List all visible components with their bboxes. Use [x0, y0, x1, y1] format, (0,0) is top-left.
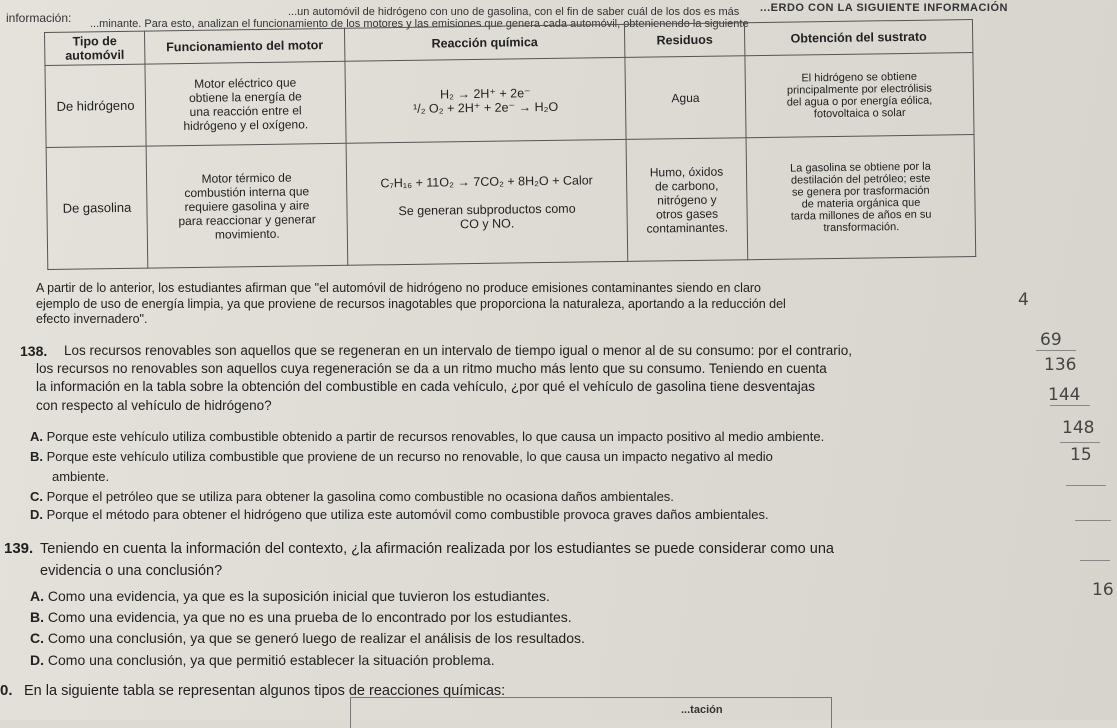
- q140-text: En la siguiente tabla se representan algunos tipos de reacciones químicas:: [24, 683, 506, 699]
- margin-rule: [1080, 560, 1110, 561]
- option-letter: D.: [30, 507, 43, 522]
- cell-residue: Humo, óxidos de carbono, nitrógeno y otros gases contaminantes.: [626, 138, 748, 262]
- context-line-3: efecto invernadero".: [36, 312, 148, 326]
- table-header: Residuos: [624, 23, 744, 58]
- cell-motor: Motor térmico de combustión interna que requiere gasolina y aire para reaccionar y generar movimiento.: [146, 143, 348, 268]
- option-letter: A.: [30, 588, 44, 604]
- option-text: Como una conclusión, ya que se generó luego de realizar el análisis de los resultados.: [47, 630, 585, 646]
- q139-line-2: evidencia o una conclusión?: [40, 563, 223, 579]
- q138-number: 138.: [20, 343, 48, 359]
- q138-option-c[interactable]: [30, 488, 674, 505]
- q138-option-b-cont: ambiente.: [52, 469, 110, 484]
- cell-source: El hidrógeno se obtiene principalmente por electrólisis del agua o por energía eólica, fotovoltaica o solar: [745, 53, 974, 138]
- next-table-edge: [350, 697, 832, 728]
- q138-option-a[interactable]: [30, 428, 824, 445]
- q140-number: 0.: [0, 682, 13, 699]
- header-line2: ...minante. Para esto, analizan el funcionamiento de los motores y las emisiones que genera cada automóvil, obtenienendo la siguiente: [90, 18, 749, 30]
- option-text: Porque este vehículo utiliza combustible que proviene de un recurso no renovable, lo que causa un impacto negativo al medio: [46, 449, 773, 464]
- table-header: Funcionamiento del motor: [144, 28, 344, 64]
- table-row: [45, 53, 974, 148]
- option-letter: D.: [30, 652, 44, 668]
- q139-option-c[interactable]: [30, 630, 585, 647]
- q138-option-b[interactable]: [30, 448, 773, 465]
- cell-motor: Motor eléctrico que obtiene la energía de una reacción entre el hidrógeno y el oxígeno.: [145, 61, 346, 146]
- cell-source: La gasolina se obtiene por la destilación del petróleo; este se genera por trasformación de materia orgánica que tarda millones de años en su transformación.: [746, 135, 976, 260]
- margin-note: 4: [1018, 290, 1029, 310]
- table-row: [46, 135, 976, 270]
- q139-option-d[interactable]: [30, 652, 495, 669]
- cell-reaction: H₂ → 2H⁺ + 2e⁻ ¹/₂ O₂ + 2H⁺ + 2e⁻ → H₂O: [345, 57, 626, 143]
- context-line-2: ejemplo de uso de energía limpia, ya que proviene de recursos inagotables que proporciona la naturaleza, aportando a la reducción del: [36, 297, 786, 311]
- option-text: Porque el petróleo que se utiliza para obtener la gasolina como combustible no ocasiona daños ambientales.: [46, 489, 674, 504]
- margin-rule: [1066, 485, 1106, 486]
- header-line1: ...un automóvil de hidrógeno con uno de gasolina, con el fin de saber cuál de los dos es más: [288, 6, 740, 18]
- q139-line-1: Teniendo en cuenta la información del contexto, ¿la afirmación realizada por los estudiantes se puede considerar como una: [40, 541, 834, 557]
- q138-line-4: con respecto al vehículo de hidrógeno?: [36, 398, 272, 413]
- cell-type: De gasolina: [46, 146, 148, 269]
- option-letter: C.: [30, 489, 43, 504]
- cell-reaction: C₇H₁₆ + 11O₂ → 7CO₂ + 8H₂O + Calor Se generan subproductos como CO y NO.: [346, 139, 628, 265]
- q139-option-b[interactable]: [30, 609, 572, 626]
- q139-option-a[interactable]: [30, 588, 550, 605]
- q138-line-1: Los recursos renovables son aquellos que se regeneran en un intervalo de tiempo igual o menor al de su consumo: por el contrario,: [64, 343, 852, 358]
- q138-option-d[interactable]: [30, 506, 769, 523]
- option-letter: B.: [30, 449, 43, 464]
- table-header: Reacción química: [344, 24, 624, 61]
- table-header: Obtención del sustrato: [744, 20, 972, 56]
- q138-line-3: la información en la tabla sobre la obtención del combustible en cada vehículo, ¿por qué el vehículo de gasolina tiene desventajas: [36, 379, 815, 394]
- margin-note: 148: [1062, 418, 1095, 438]
- q138-line-2: los recursos no renovables son aquellos cuya regeneración se da a un ritmo mucho más lento que su consumo. Teniendo en cuenta: [36, 361, 827, 376]
- option-letter: A.: [30, 429, 43, 444]
- margin-rule: [1060, 442, 1100, 443]
- margin-note: 69: [1040, 330, 1062, 350]
- margin-note: 16: [1092, 580, 1114, 600]
- context-line-1: A partir de lo anterior, los estudiantes afirman que "el automóvil de hidrógeno no produce emisiones contaminantes siendo en claro: [36, 281, 762, 295]
- cell-type: De hidrógeno: [45, 64, 146, 147]
- next-table-label: ...tación: [681, 704, 723, 716]
- option-letter: C.: [30, 630, 44, 646]
- option-text: Como una conclusión, ya que permitió establecer la situación problema.: [47, 652, 495, 668]
- margin-rule: [1075, 520, 1111, 521]
- q139-number: 139.: [4, 540, 34, 557]
- option-text: Como una evidencia, ya que es la suposición inicial que tuvieron los estudiantes.: [47, 588, 550, 604]
- engine-comparison-table: [44, 19, 976, 270]
- margin-note: 136: [1044, 355, 1077, 375]
- option-text: Como una evidencia, ya que no es una prueba de lo encontrado por los estudiantes.: [47, 609, 572, 625]
- header-label: información:: [6, 11, 72, 25]
- margin-rule: [1050, 405, 1090, 406]
- margin-rule: [1036, 350, 1076, 351]
- option-text: Porque el método para obtener el hidrógeno que utiliza este automóvil como combustible provoca graves daños ambientales.: [46, 507, 769, 522]
- option-text: Porque este vehículo utiliza combustible obtenido a partir de recursos renovables, lo que causa un impacto positivo al medio ambiente.: [46, 429, 825, 444]
- header-caps: ...ERDO CON LA SIGUIENTE INFORMACIÓN: [760, 2, 1008, 14]
- margin-note: 15: [1070, 445, 1092, 465]
- cell-residue: Agua: [625, 56, 746, 140]
- table-header: Tipo de automóvil: [45, 31, 145, 65]
- margin-note: 144: [1048, 385, 1081, 405]
- option-letter: B.: [30, 609, 44, 625]
